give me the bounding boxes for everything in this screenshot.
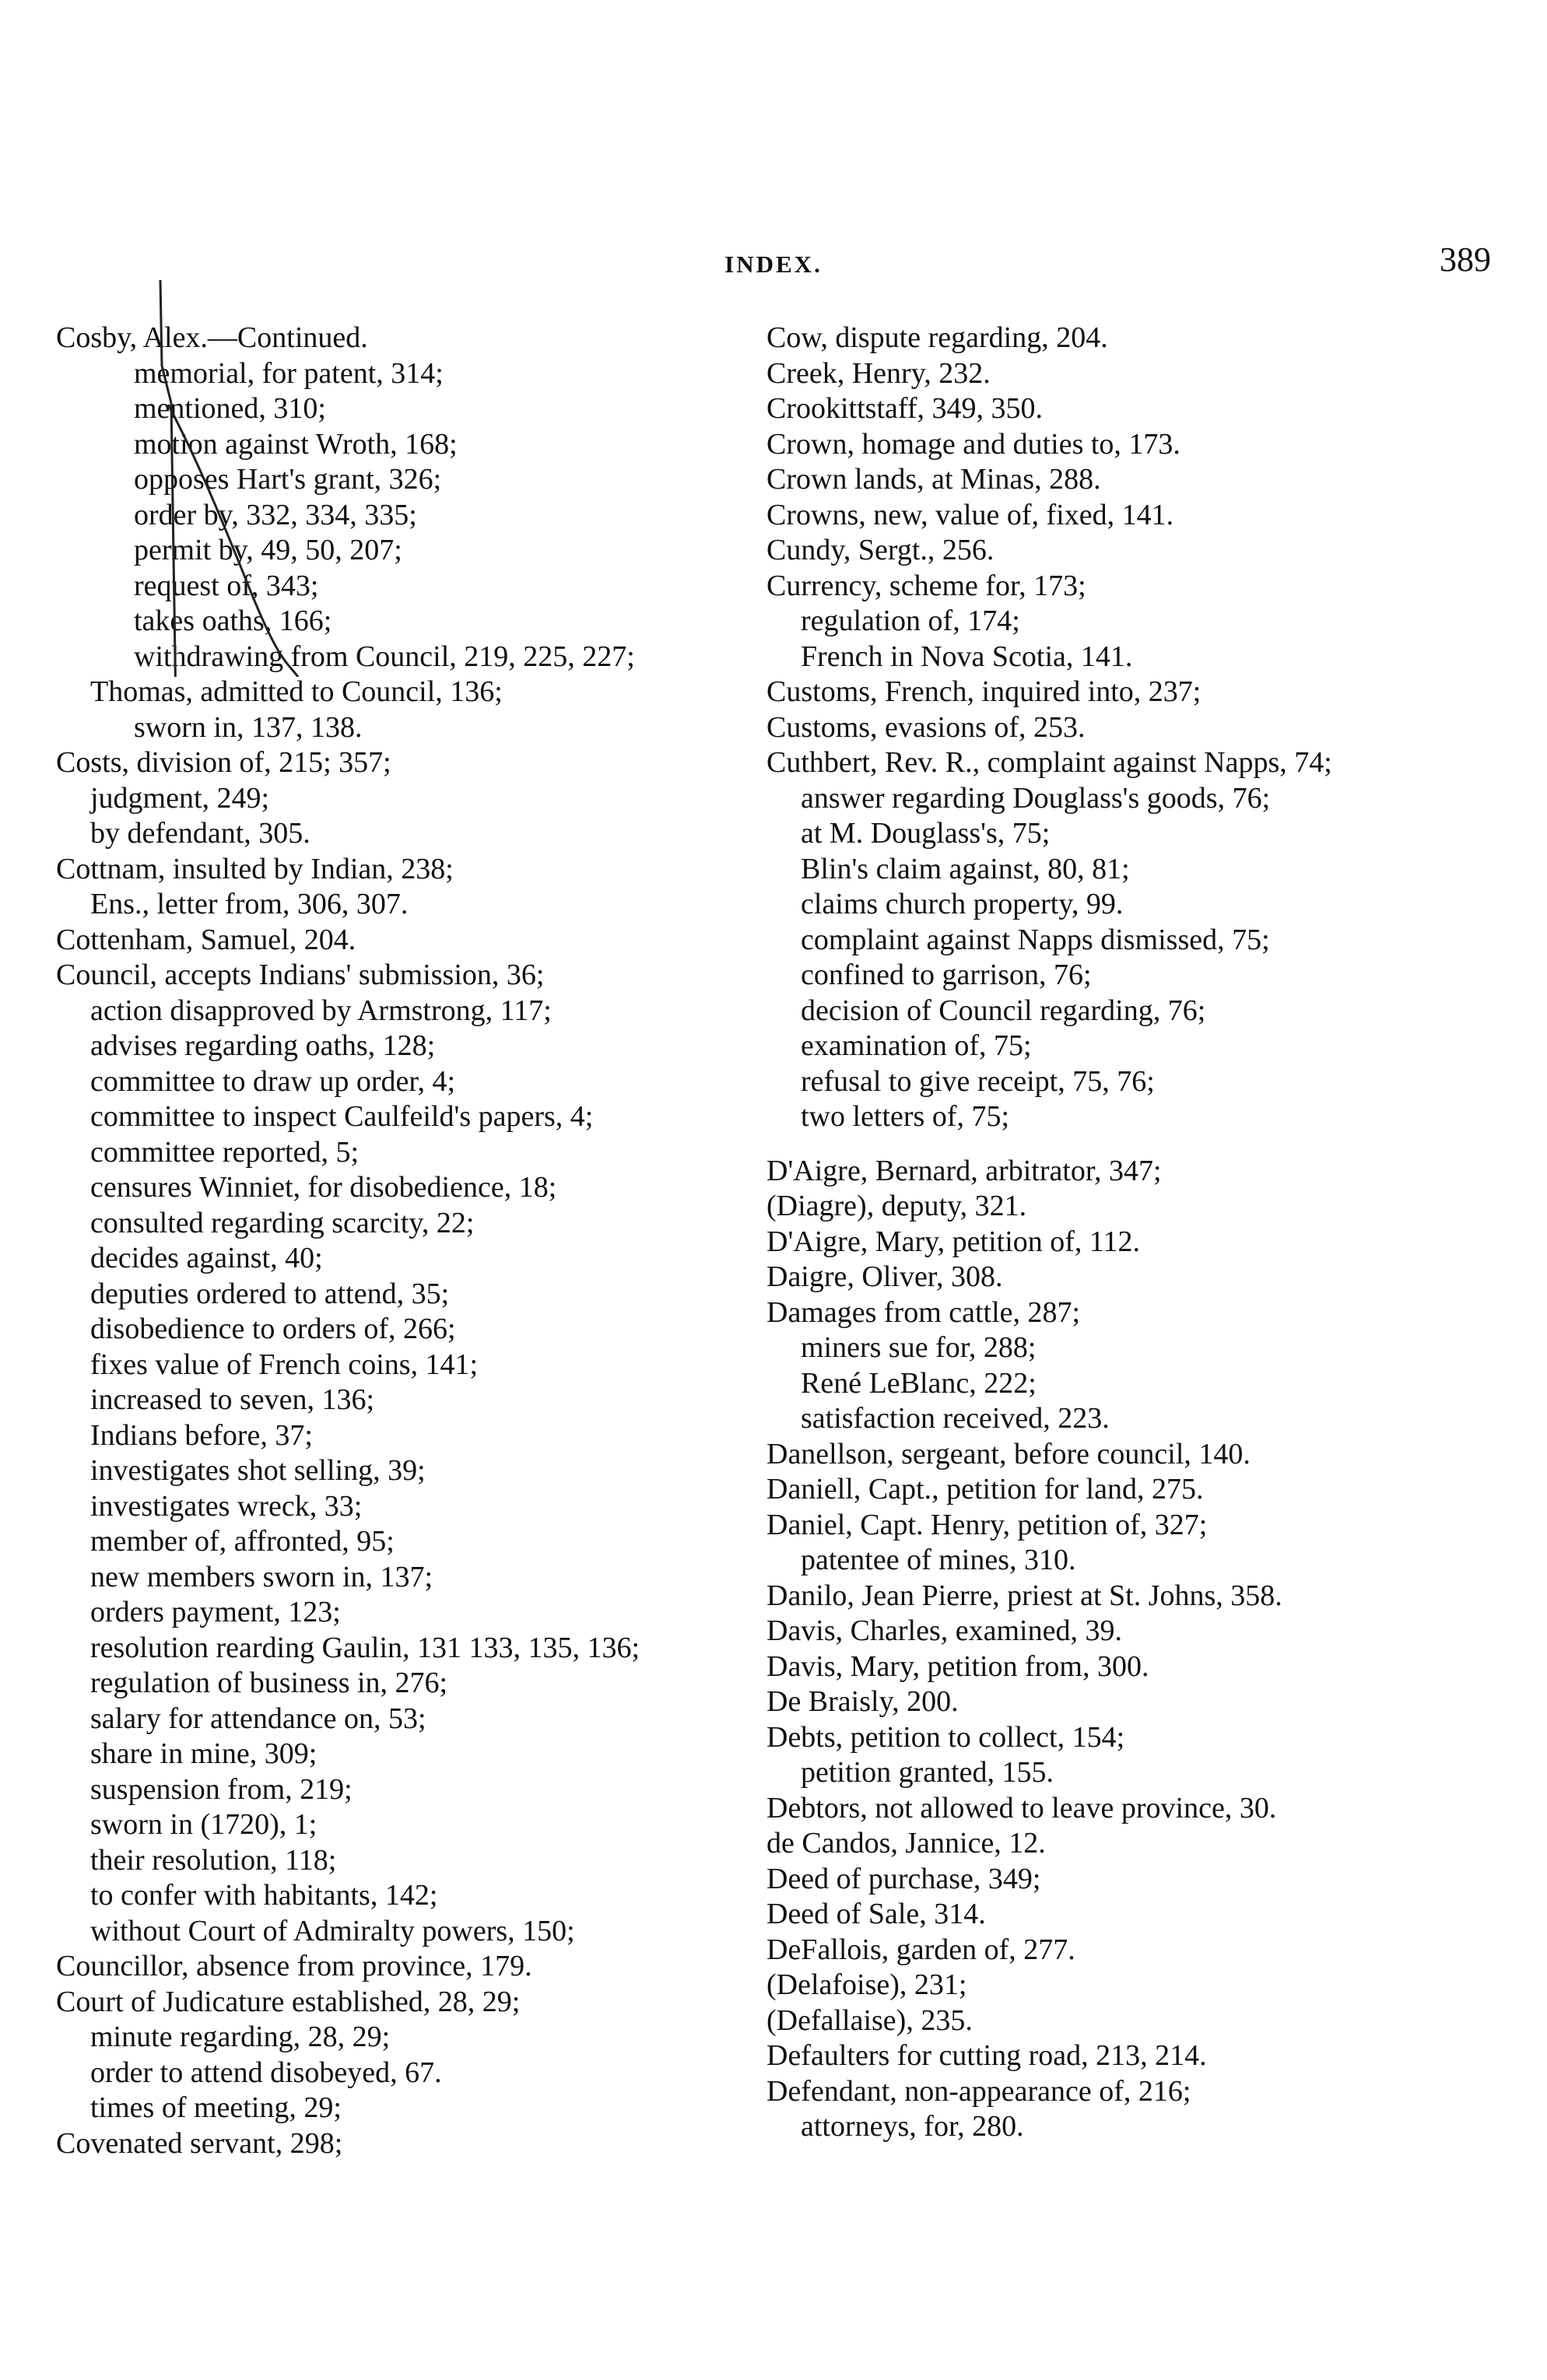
index-entry: Councillor, absence from province, 179.: [56, 1950, 532, 1982]
index-entry: Customs, evasions of, 253.: [766, 710, 1086, 744]
index-entry: Danellson, sergeant, before council, 140.: [766, 1437, 1251, 1470]
index-entry: Deed of Sale, 314.: [766, 1898, 986, 1930]
index-entry: Debts, petition to collect, 154;: [766, 1720, 1125, 1754]
index-entry: DeFallois, garden of, 277.: [766, 1933, 1075, 1966]
index-entry: censures Winniet, for disobedience, 18;: [90, 1171, 557, 1204]
index-entry: memorial, for patent, 314;: [134, 356, 444, 390]
index-entry: regulation of, 174;: [801, 605, 1020, 637]
index-entry: orders payment, 123;: [90, 1596, 341, 1628]
index-entry: increased to seven, 136;: [90, 1383, 375, 1416]
index-entry: without Court of Admiralty powers, 150;: [90, 1914, 575, 1947]
index-entry: de Candos, Jannice, 12.: [766, 1827, 1046, 1859]
index-entry: refusal to give receipt, 75, 76;: [801, 1064, 1155, 1098]
index-entry: Crown lands, at Minas, 288.: [766, 463, 1101, 496]
index-entry: Daniell, Capt., petition for land, 275.: [766, 1473, 1204, 1505]
index-entry: René LeBlanc, 222;: [801, 1366, 1037, 1400]
index-entry: (Diagre), deputy, 321.: [766, 1190, 1027, 1222]
index-entry: patentee of mines, 310.: [801, 1544, 1076, 1576]
index-entry: Daigre, Oliver, 308.: [766, 1260, 1003, 1293]
index-entry: Creek, Henry, 232.: [766, 356, 991, 390]
index-entry: claims church property, 99.: [801, 888, 1124, 920]
index-entry: consulted regarding scarcity, 22;: [90, 1206, 475, 1239]
index-entry: Davis, Charles, examined, 39.: [766, 1614, 1122, 1647]
index-entry: Cundy, Sergt., 256.: [766, 534, 994, 566]
index-entry: petition granted, 155.: [801, 1756, 1054, 1789]
index-entry: withdrawing from Council, 219, 225, 227;: [134, 640, 635, 673]
index-entry: Danilo, Jean Pierre, priest at St. Johns, 358.: [766, 1579, 1282, 1612]
index-entry: French in Nova Scotia, 141.: [801, 640, 1133, 673]
index-entry: D'Aigre, Mary, petition of, 112.: [766, 1225, 1140, 1258]
index-entry: two letters of, 75;: [801, 1100, 1010, 1133]
index-entry: decides against, 40;: [90, 1242, 323, 1274]
index-entry: Council, accepts Indians' submission, 36;: [56, 959, 545, 991]
index-entry: disobedience to orders of, 266;: [90, 1313, 456, 1345]
index-entry: times of meeting, 29;: [90, 2091, 342, 2124]
index-column-left: [56, 321, 756, 2161]
index-entry: salary for attendance on, 53;: [90, 1702, 426, 1735]
index-entry: resolution rearding Gaulin, 131 133, 135, 136;: [90, 1631, 640, 1664]
index-entry: De Braisly, 200.: [766, 1685, 959, 1718]
index-entry: Customs, French, inquired into, 237;: [766, 675, 1201, 708]
index-entry: (Defallaise), 235.: [766, 2003, 973, 2037]
index-entry: Indians before, 37;: [90, 1418, 313, 1452]
page-number: 389: [1440, 240, 1491, 279]
index-entry: sworn in (1720), 1;: [90, 1808, 317, 1841]
index-entry: share in mine, 309;: [90, 1737, 317, 1770]
index-entry: suspension from, 219;: [90, 1772, 353, 1806]
index-entry: opposes Hart's grant, 326;: [134, 463, 442, 496]
index-entry: advises regarding oaths, 128;: [90, 1029, 436, 1062]
index-entry: Cottnam, insulted by Indian, 238;: [56, 852, 454, 885]
index-entry: Currency, scheme for, 173;: [766, 569, 1086, 602]
index-entry: answer regarding Douglass's goods, 76;: [801, 781, 1271, 815]
index-entry: Damages from cattle, 287;: [766, 1295, 1081, 1329]
index-entry: Court of Judicature established, 28, 29;: [56, 1985, 521, 2018]
index-entry: Deed of purchase, 349;: [766, 1862, 1041, 1895]
index-entry: Crown, homage and duties to, 173.: [766, 427, 1180, 461]
index-entry: Cottenham, Samuel, 204.: [56, 923, 356, 956]
index-entry: takes oaths, 166;: [134, 605, 332, 637]
index-entry: mentioned, 310;: [134, 392, 326, 425]
index-entry: sworn in, 137, 138.: [134, 710, 363, 744]
index-entry: Davis, Mary, petition from, 300.: [766, 1649, 1149, 1683]
index-entry: Defaulters for cutting road, 213, 214.: [766, 2039, 1207, 2072]
index-entry: minute regarding, 28, 29;: [90, 2021, 391, 2053]
index-entry: Debtors, not allowed to leave province, 30.: [766, 1791, 1277, 1824]
index-entry: (Delafoise), 231;: [766, 1968, 967, 2001]
index-entry: regulation of business in, 276;: [90, 1667, 448, 1699]
index-entry: their resolution, 118;: [90, 1843, 337, 1877]
index-entry: complaint against Napps dismissed, 75;: [801, 923, 1270, 956]
index-entry: Defendant, non-appearance of, 216;: [766, 2074, 1191, 2108]
index-entry: to confer with habitants, 142;: [90, 1879, 438, 1912]
index-entry: order by, 332, 334, 335;: [134, 498, 417, 531]
index-entry: confined to garrison, 76;: [801, 959, 1092, 991]
index-entry: Cow, dispute regarding, 204.: [766, 321, 1108, 354]
index-entry: Cosby, Alex.—Continued.: [56, 321, 368, 354]
index-entry: D'Aigre, Bernard, arbitrator, 347;: [766, 1154, 1162, 1187]
index-entry: Crookittstaff, 349, 350.: [766, 392, 1044, 425]
index-entry: attorneys, for, 280.: [801, 2110, 1024, 2143]
index-entry: permit by, 49, 50, 207;: [134, 534, 402, 566]
index-entry: committee to draw up order, 4;: [90, 1064, 456, 1098]
index-entry: deputies ordered to attend, 35;: [90, 1277, 450, 1310]
index-entry: committee reported, 5;: [90, 1135, 360, 1169]
index-entry: action disapproved by Armstrong, 117;: [90, 994, 552, 1027]
header-title: INDEX.: [724, 251, 823, 278]
index-entry: Cuthbert, Rev. R., complaint against Napps, 74;: [766, 746, 1332, 779]
index-entry: fixes value of French coins, 141;: [90, 1348, 479, 1381]
index-entry: judgment, 249;: [90, 781, 270, 815]
index-entry: Ens., letter from, 306, 307.: [90, 888, 409, 920]
index-entry: investigates shot selling, 39;: [90, 1454, 426, 1487]
index-entry: Daniel, Capt. Henry, petition of, 327;: [766, 1508, 1208, 1541]
index-entry: decision of Council regarding, 76;: [801, 994, 1206, 1027]
index-entry: Crowns, new, value of, fixed, 141.: [766, 498, 1174, 531]
index-entry: by defendant, 305.: [90, 817, 310, 850]
index-entry: Costs, division of, 215; 357;: [56, 746, 391, 779]
index-entry: member of, affronted, 95;: [90, 1525, 395, 1558]
index-entry: examination of, 75;: [801, 1029, 1032, 1062]
index-column-right: [766, 321, 1455, 2145]
index-entry: Covenated servant, 298;: [56, 2126, 343, 2160]
index-entry: Thomas, admitted to Council, 136;: [90, 675, 503, 708]
index-entry: request of, 343;: [134, 569, 319, 602]
index-entry: Blin's claim against, 80, 81;: [801, 852, 1130, 885]
index-entry: committee to inspect Caulfeild's papers, 4;: [90, 1100, 594, 1133]
index-entry: satisfaction received, 223.: [801, 1402, 1110, 1435]
index-entry: investigates wreck, 33;: [90, 1489, 363, 1523]
index-entry: motion against Wroth, 168;: [134, 427, 458, 461]
index-entry: miners sue for, 288;: [801, 1331, 1037, 1364]
index-entry: new members sworn in, 137;: [90, 1560, 433, 1593]
index-entry: order to attend disobeyed, 67.: [90, 2056, 442, 2089]
index-entry: at M. Douglass's, 75;: [801, 817, 1051, 850]
